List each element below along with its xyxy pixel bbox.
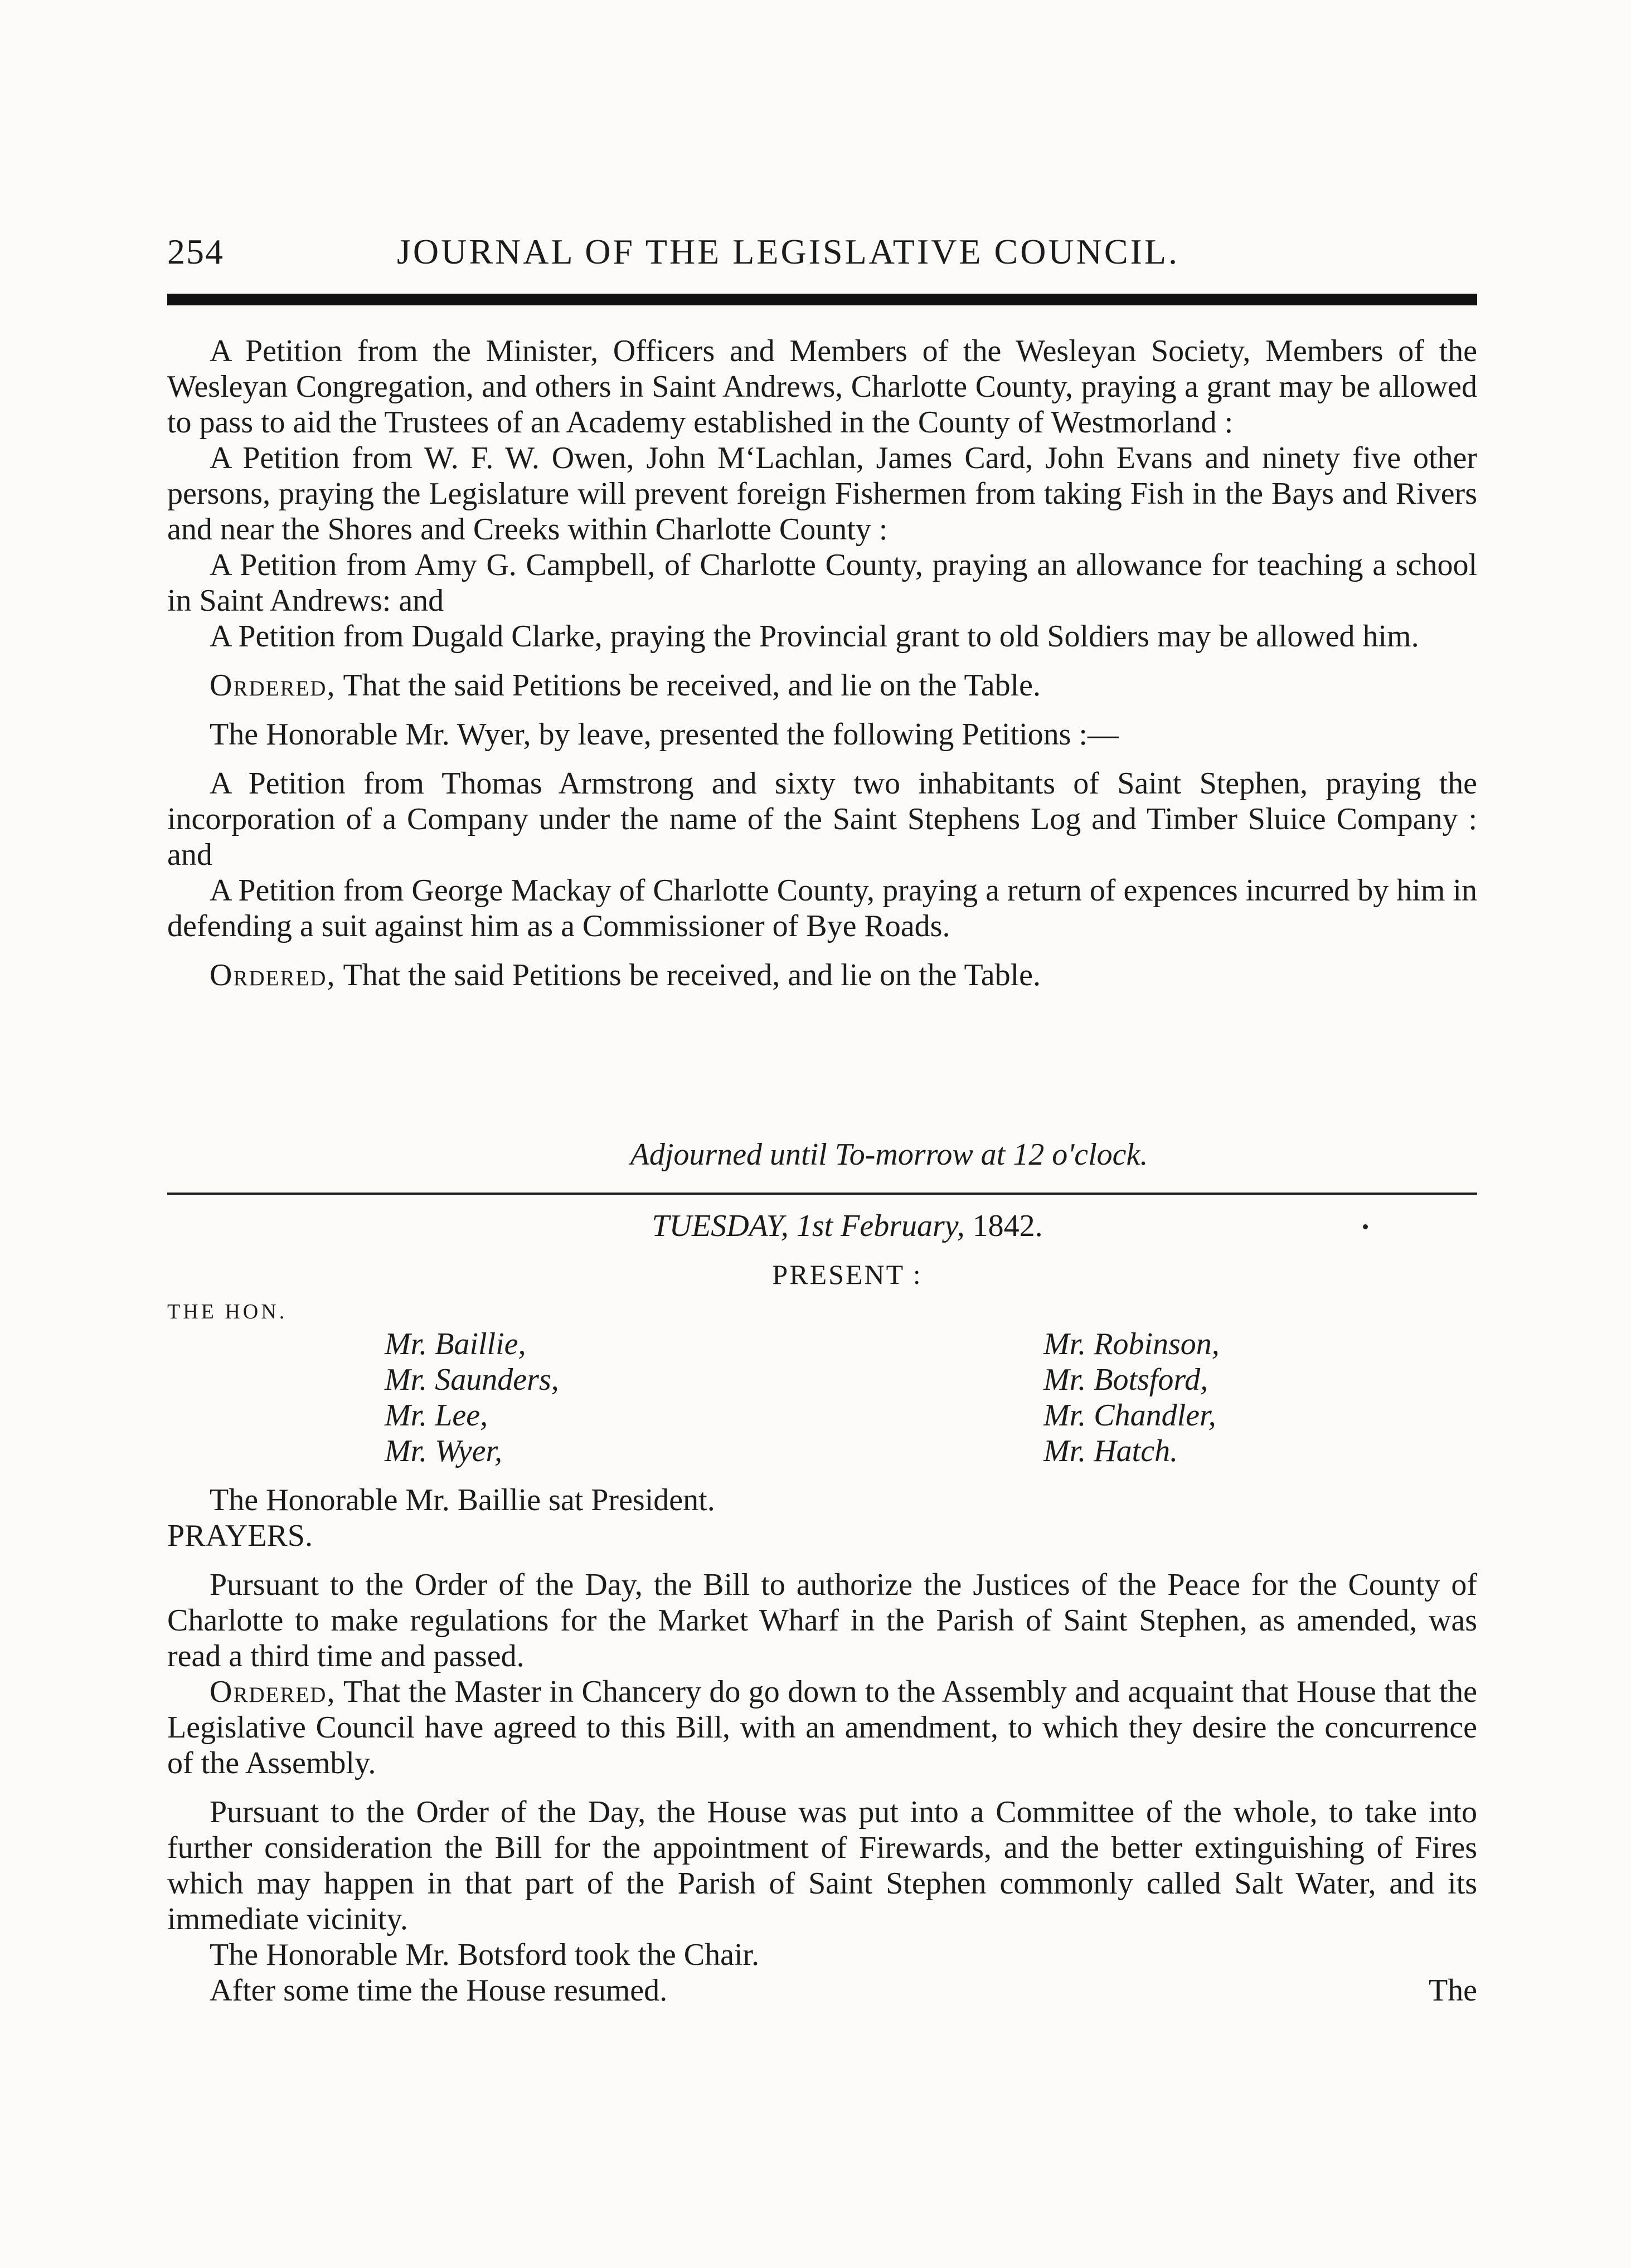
running-title: JOURNAL OF THE LEGISLATIVE COUNCIL. (397, 232, 1179, 271)
present-label: PRESENT : (772, 1259, 923, 1290)
the-hon-label: THE HON. (167, 1300, 288, 1323)
bill-passed: Pursuant to the Order of the Day, the Bill to authorize the Justices of the Peace for the County of Charlotte to make regulations for the Market Wharf in the Parish of Saint Stephen, as amended, was read a third time and passed. (167, 1568, 1477, 1673)
ordered-label: Ordered, (210, 958, 336, 992)
petition-clarke: A Petition from Dugald Clarke, praying the Provincial grant to old Soldiers may be allowed him. (210, 619, 1419, 654)
member-name: Mr. Saunders, (385, 1362, 559, 1397)
ordered-label: Ordered, (210, 668, 336, 703)
page-header (167, 231, 1477, 287)
members-right-column (1043, 1326, 1220, 1469)
petition-armstrong: A Petition from Thomas Armstrong and sixty two inhabitants of Saint Stephen, praying the incorporation of a Company under the name of the Saint Stephens Log and Timber Sluice Company : and (167, 766, 1477, 872)
member-name: Mr. Robinson, (1043, 1327, 1220, 1361)
ordered-paragraph-2: Ordered, That the said Petitions be received, and lie on the Table. (210, 958, 1041, 992)
ordered-paragraph-1: Ordered, That the said Petitions be received, and lie on the Table. (210, 668, 1041, 703)
member-name: Mr. Botsford, (1043, 1362, 1208, 1397)
member-name: Mr. Chandler, (1043, 1398, 1216, 1433)
ordered-paragraph-3: Ordered, That the Master in Chancery do go down to the Assembly and acquaint that House that the Legislative Council have agreed to this Bill, with an amendment, to which they desire the concurrence of the Assembly. (167, 1675, 1477, 1780)
header-rule (167, 294, 1477, 305)
ordered-label: Ordered, (210, 1675, 336, 1709)
house-resumed: After some time the House resumed. The (210, 1973, 1477, 2008)
member-name: Mr. Baillie, (385, 1327, 526, 1361)
member-name: Mr. Hatch. (1043, 1434, 1178, 1468)
petition-mackay: A Petition from George Mackay of Charlotte County, praying a return of expences incurred by him in defending a suit against him as a Commissioner of Bye Roads. (167, 873, 1477, 943)
section-rule (167, 1193, 1477, 1195)
members-left-column (385, 1326, 559, 1469)
committee-paragraph: Pursuant to the Order of the Day, the House was put into a Committee of the whole, to take into further consideration the Bill for the appointment of Firewards, and the better extinguishing of Fires which may happen in that part of the Parish of Saint Stephen commonly called Salt Water, and its immediate vicinity. (167, 1795, 1477, 1936)
member-name: Mr. Wyer, (385, 1434, 503, 1468)
catchword: The (1428, 1973, 1477, 2008)
sitting-date (192, 1208, 1502, 1244)
prayers-line: PRAYERS. (167, 1519, 313, 1553)
botsford-chair: The Honorable Mr. Botsford took the Chair. (210, 1938, 760, 1972)
president-line: The Honorable Mr. Baillie sat President. (210, 1483, 715, 1517)
date-year: 1842. (972, 1209, 1043, 1243)
wyer-presented: The Honorable Mr. Wyer, by leave, presented the following Petitions :— (210, 717, 1119, 752)
petitions-block-a (167, 333, 1477, 993)
petition-wesleyan: A Petition from the Minister, Officers and Members of the Wesleyan Society, Members of the Wesleyan Congregation, and others in Saint Andrews, Charlotte County, praying a grant may be allowed to pass to aid the Trustees of an Academy established in the County of Westmorland : (167, 334, 1477, 440)
petition-campbell: A Petition from Amy G. Campbell, of Charlotte County, praying an allowance for teaching a school in Saint Andrews: and (167, 548, 1477, 618)
date-rest: 1st February, (796, 1209, 965, 1243)
sitting-block (167, 1482, 1477, 2008)
adjourned-line: Adjourned until To-morrow at 12 o'clock. (630, 1137, 1148, 1172)
petition-owen: A Petition from W. F. W. Owen, John M‘Lachlan, James Card, John Evans and ninety five other persons, praying the Legislature will prevent foreign Fishermen from taking Fish in the Bays and Rivers and near the Shores and Creeks within Charlotte County : (167, 441, 1477, 547)
date-day: TUESDAY, (652, 1209, 789, 1243)
member-name: Mr. Lee, (385, 1398, 488, 1433)
stray-dot (1363, 1224, 1368, 1229)
page-number: 254 (167, 232, 224, 271)
